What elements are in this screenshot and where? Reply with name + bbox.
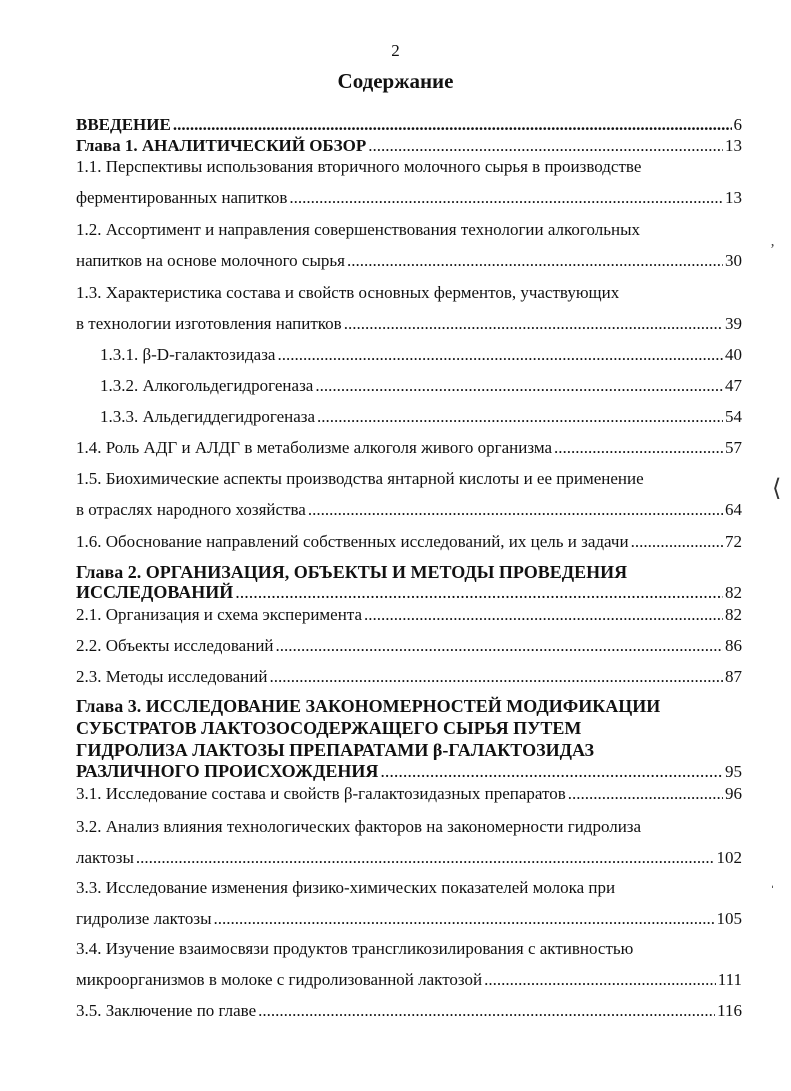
toc-page: 102 [716,848,742,867]
dot-leader [235,582,723,603]
toc-entry-chapter-3[interactable] [76,761,742,782]
toc-label: напитков на основе молочного сырья [76,251,345,270]
toc-entry-1-3-2[interactable] [100,375,742,396]
toc-label: 1.3.2. Алкогольдегидрогеназа [100,376,314,395]
toc-entry-1-2[interactable] [76,250,742,271]
scan-mark: ʼ [770,242,775,258]
dot-leader [380,761,723,782]
toc-entry-1-1-line-1[interactable]: 1.1. Перспективы использования вторичного молочного сырья в производстве [76,157,642,176]
toc-label: 2.2. Объекты исследований [76,636,274,655]
scan-bracket-mark: ⟨ [772,476,782,502]
page-number: 2 [391,41,400,60]
toc-entry-3-1[interactable] [76,783,742,804]
toc-label: лактозы [76,848,134,867]
page-title: Содержание [337,69,454,93]
dot-leader [317,406,723,427]
toc-entry-chapter-2-line-1[interactable]: Глава 2. ОРГАНИЗАЦИЯ, ОБЪЕКТЫ И МЕТОДЫ ПРОВЕДЕНИЯ [76,562,628,582]
toc-label: 1.4. Роль АДГ и АЛДГ в метаболизме алкоголя живого организма [76,438,552,457]
toc-entry-1-3-3[interactable] [100,406,742,427]
toc-label: Глава 1. АНАЛИТИЧЕСКИЙ ОБЗОР [76,136,367,155]
toc-entry-1-3-line-1[interactable]: 1.3. Характеристика состава и свойств основных ферментов, участвующих [76,283,620,302]
toc-label: в отраслях народного хозяйства [76,500,306,519]
toc-entry-2-3[interactable] [76,666,742,687]
toc-entry-3-5[interactable] [76,1000,742,1021]
dot-leader [214,908,715,929]
toc-page: 64 [725,500,742,519]
toc-entry-3-3-line-1[interactable]: 3.3. Исследование изменения физико-химических показателей молока при [76,878,616,897]
toc-entry-intro[interactable] [76,114,742,135]
toc-entry-1-2-line-1[interactable]: 1.2. Ассортимент и направления совершенствования технологии алкогольных [76,220,641,239]
dot-leader [554,437,723,458]
toc-entry-chapter-3-line-3[interactable]: ГИДРОЛИЗА ЛАКТОЗЫ ПРЕПАРАТАМИ β-ГАЛАКТОЗИДАЗ [76,740,595,760]
toc-page: 47 [725,376,742,395]
toc-entry-3-3[interactable] [76,908,742,929]
scan-mark: ˈ [770,884,775,900]
dot-leader [277,344,723,365]
dot-leader [631,531,723,552]
toc-page: 105 [716,909,742,928]
toc-page: 86 [725,636,742,655]
toc-entry-3-4[interactable] [76,969,742,990]
toc-page: 39 [725,314,742,333]
toc-entry-chapter-3-line-2[interactable]: СУБСТРАТОВ ЛАКТОЗОСОДЕРЖАЩЕГО СЫРЬЯ ПУТЕМ [76,718,582,738]
dot-leader [258,1000,715,1021]
toc-entry-1-6[interactable] [76,531,742,552]
toc-page: 6 [733,115,742,134]
dot-leader [173,114,732,135]
toc-entry-chapter-3-line-1[interactable]: Глава 3. ИССЛЕДОВАНИЕ ЗАКОНОМЕРНОСТЕЙ МОДИФИКАЦИИ [76,696,661,716]
dot-leader [270,666,723,687]
toc-label: 1.3.1. β-D-галактозидаза [100,345,276,364]
toc-page: 116 [717,1001,742,1020]
toc-entry-3-4-line-1[interactable]: 3.4. Изучение взаимосвязи продуктов трансгликозилирования с активностью [76,939,634,958]
toc-page: 96 [725,784,742,803]
toc-label: ВВЕДЕНИЕ [76,115,171,134]
toc-label: 3.1. Исследование состава и свойств β-галактозидазных препаратов [76,784,566,803]
toc-label: микроорганизмов в молоке с гидролизованной лактозой [76,970,483,989]
dot-leader [315,375,723,396]
toc-page: 57 [725,438,742,457]
toc-page: 30 [725,251,742,270]
toc-entry-1-3-1[interactable] [100,344,742,365]
toc-entry-chapter-1[interactable] [76,135,742,156]
dot-leader [289,187,723,208]
toc-page: 111 [717,970,742,989]
dot-leader [484,969,716,990]
toc-page: 54 [725,407,742,426]
toc-entry-2-1[interactable] [76,604,742,625]
dot-leader [276,635,723,656]
dot-leader [308,499,723,520]
toc-entry-1-3[interactable] [76,313,742,334]
toc-entry-3-2[interactable] [76,847,742,868]
toc-label: в технологии изготовления напитков [76,314,342,333]
toc-entry-1-4[interactable] [76,437,742,458]
toc-page: 13 [725,188,742,207]
dot-leader [344,313,723,334]
toc-entry-1-5-line-1[interactable]: 1.5. Биохимические аспекты производства янтарной кислоты и ее применение [76,469,644,488]
toc-page: 72 [725,532,742,551]
dot-leader [568,783,723,804]
toc-entry-3-2-line-1[interactable]: 3.2. Анализ влияния технологических факторов на закономерности гидролиза [76,817,642,836]
dot-leader [136,847,715,868]
toc-label: 1.6. Обоснование направлений собственных исследований, их цель и задачи [76,532,629,551]
toc-label: гидролизе лактозы [76,909,212,928]
toc-entry-2-2[interactable] [76,635,742,656]
toc-entry-1-1[interactable] [76,187,742,208]
toc-label: ИССЛЕДОВАНИЙ [76,582,234,602]
dot-leader [368,135,723,156]
dot-leader [364,604,723,625]
toc-label: 3.5. Заключение по главе [76,1001,257,1020]
toc-label: РАЗЛИЧНОГО ПРОИСХОЖДЕНИЯ [76,761,379,781]
toc-label: 1.3.3. Альдегиддегидрогеназа [100,407,316,426]
toc-label: ферментированных напитков [76,188,288,207]
dot-leader [347,250,723,271]
toc-label: 2.1. Организация и схема эксперимента [76,605,362,624]
toc-entry-1-5[interactable] [76,499,742,520]
toc-label: 2.3. Методы исследований [76,667,268,686]
toc-page: 82 [725,605,742,624]
toc-page: 13 [725,136,742,155]
toc-page: 40 [725,345,742,364]
toc-page: 87 [725,667,742,686]
toc-entry-chapter-2[interactable] [76,582,742,603]
toc-page: 82 [725,583,742,602]
toc-page: 95 [725,762,742,781]
